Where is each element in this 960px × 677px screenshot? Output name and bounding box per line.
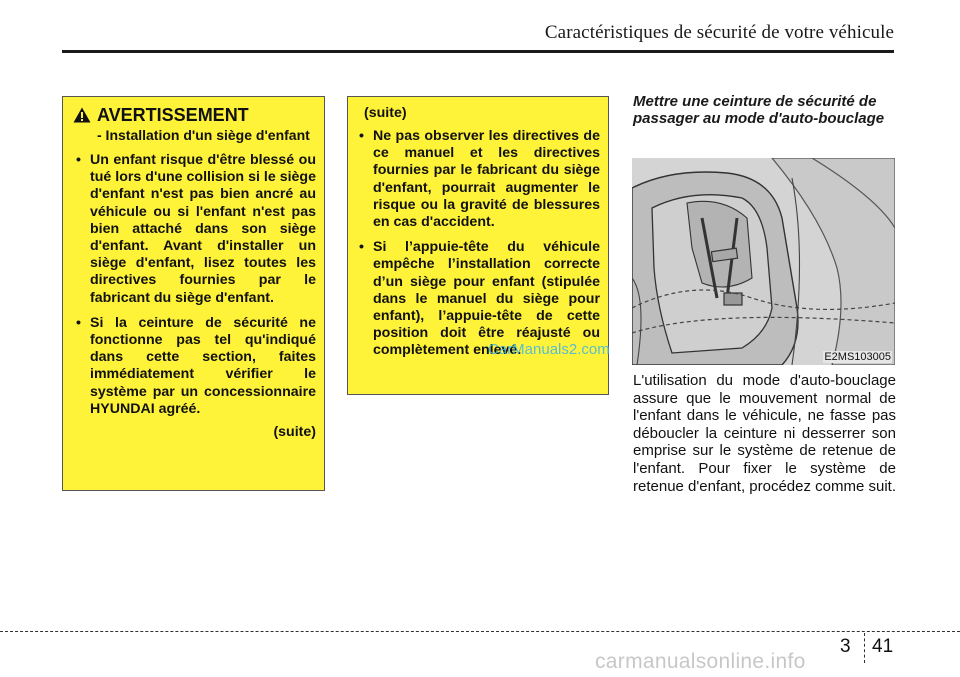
page-header-title: Caractéristiques de sécurité de votre véhicule <box>544 22 894 43</box>
watermark-text: CarManuals2.com <box>488 341 610 358</box>
figure-caption: E2MS103005 <box>824 351 891 363</box>
bullet-item: • Un enfant risque d'être blessé ou tué lors d'une collision si le siège d'enfant n'est pas bien ancré au véhicule ou si l'enfant n'est pas bien attaché dans son siège d'enfant. Avant d'installer un siège d'enfant, lisez toutes les directives fournies par le fabricant du siège d'enfant. <box>76 152 316 306</box>
warning-subheading: - Installation d'un siège d'enfant <box>97 127 310 143</box>
bullet-item: • Si la ceinture de sécurité ne fonctionne pas tel qu'indiqué dans cette section, faites immédiatement vérifier le système par un concessionnaire HYUNDAI agréé. <box>76 314 316 417</box>
continued-label: (suite) <box>364 105 407 121</box>
page-number: 41 <box>872 636 894 657</box>
warning-bullets <box>356 128 600 360</box>
warning-triangle-icon <box>73 107 91 123</box>
chapter-number: 3 <box>840 636 851 657</box>
footer-divider <box>864 633 865 663</box>
footer-rule <box>0 631 960 632</box>
child-seat-illustration <box>632 158 895 365</box>
bullet-item: • Ne pas observer les directives de ce manuel et les directives fournies par le fabricant du siège d'enfant, pourrait augmenter le risque ou la gravité de blessures en cas d'accident. <box>359 128 600 231</box>
header-rule <box>62 50 894 53</box>
continued-label: (suite) <box>273 424 316 441</box>
warning-heading-text: AVERTISSEMENT <box>97 105 249 125</box>
section-heading: Mettre une ceinture de sécurité de passager au mode d'auto-bouclage <box>633 93 885 127</box>
child-seat-figure <box>632 158 895 365</box>
bullet-item: • Si l’appuie-tête du véhicule empêche l’installation correcte d’un siège pour enfant (stipulée dans le manuel du siège pour enfant), l’appuie-tête de cette position doit être réajusté ou complètement enlevé. <box>359 239 600 359</box>
warning-box-installation <box>62 96 325 491</box>
warning-heading <box>73 105 316 125</box>
warning-bullets <box>73 152 316 418</box>
site-watermark: carmanualsonline.info <box>595 650 806 673</box>
section-body: L'utilisation du mode d'auto-bouclage assure que le mouvement normal de l'enfant dans le véhicule, ne fasse pas déboucler la ceinture ni desserrer son emprise sur le système de retenue de l'enfant. Pour fixer le système de retenue d'enfant, procédez comme suit. <box>633 372 897 495</box>
